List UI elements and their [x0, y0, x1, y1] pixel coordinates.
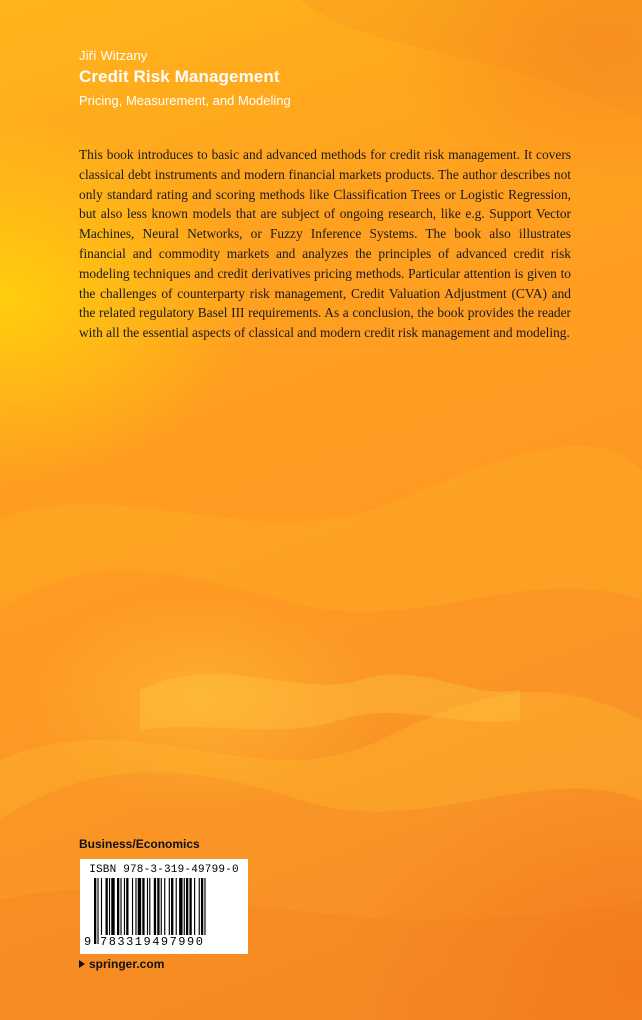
barcode-lead-digit: 9 [84, 935, 92, 949]
author-name: Jiří Witzany [79, 48, 148, 63]
publisher-website[interactable] [79, 957, 164, 971]
isbn-label: ISBN 978-3-319-49799-0 [89, 864, 239, 876]
isbn-barcode [80, 859, 248, 954]
website-text: springer.com [89, 957, 165, 971]
barcode-digits: 783319497990 [100, 935, 244, 949]
book-subtitle: Pricing, Measurement, and Modeling [79, 93, 291, 108]
subject-category: Business/Economics [79, 837, 200, 851]
book-title: Credit Risk Management [79, 67, 280, 86]
book-description: This book introduces to basic and advanced methods for credit risk management. It covers classical debt instruments and modern financial markets products. The author describes not only standard rating and scoring methods like Classification Trees or Logistic Regression, but also less known models that are subject of ongoing research, like e.g. Support Vector Machines, Neural Networks, or Fuzzy Inference Systems. The book also illustrates financial and commodity markets and analyzes the principles of advanced credit risk modeling techniques and credit derivatives pricing methods. Particular attention is given to the challenges of counterparty risk management, Credit Valuation Adjustment (CVA) and the related regulatory Basel III requirements. As a conclusion, the book provides the reader with all the essential aspects of classical and modern credit risk management and modeling. [79, 147, 571, 341]
arrow-right-icon [79, 960, 85, 968]
